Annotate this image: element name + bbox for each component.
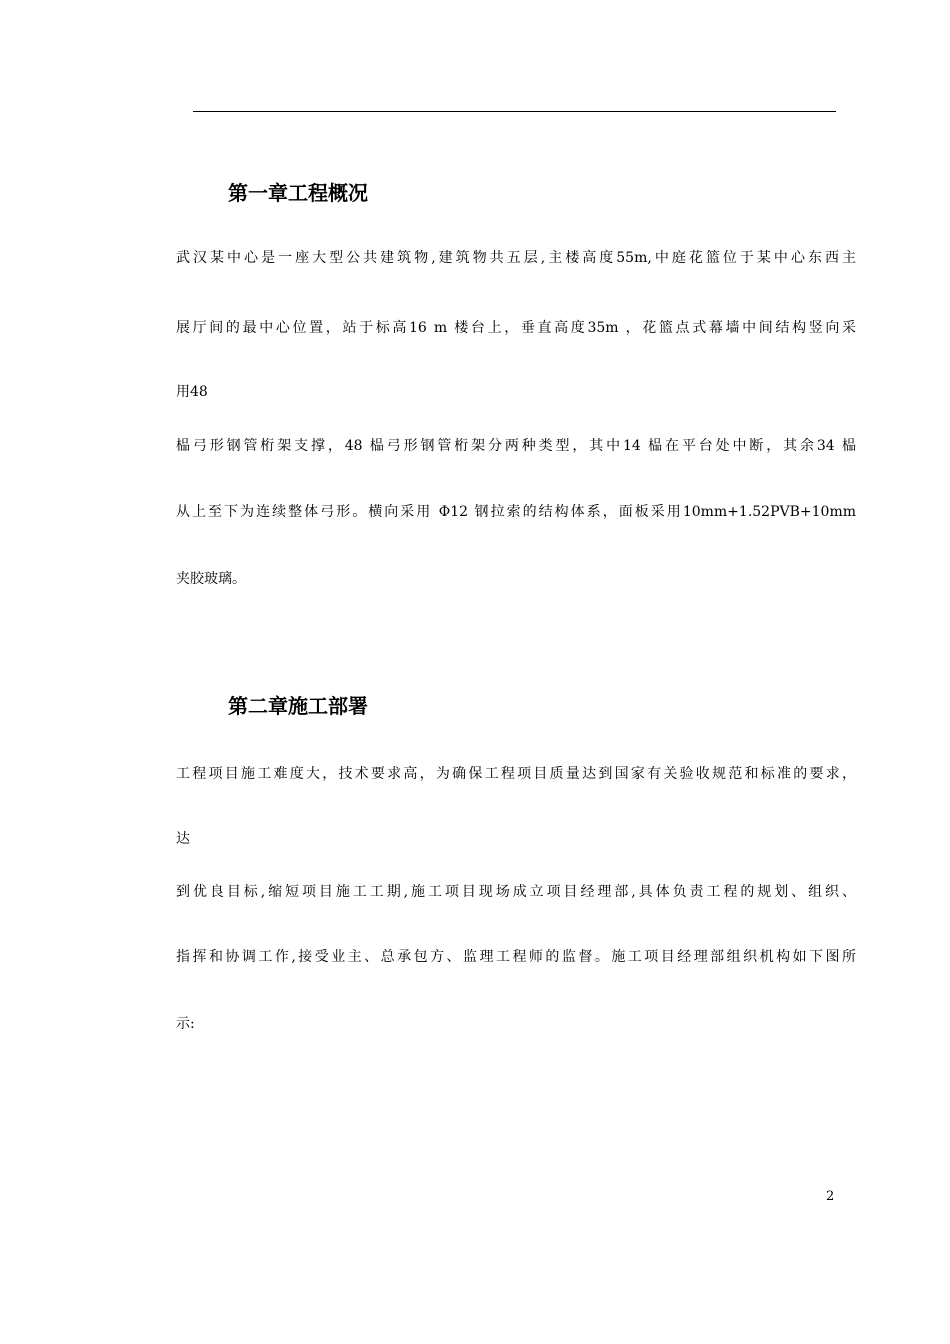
chapter-2-heading: 第二章施工部署 xyxy=(228,694,368,718)
chapter-1-heading: 第一章工程概况 xyxy=(228,181,368,205)
chapter-1-paragraph-line: 用48 xyxy=(176,384,208,400)
chapter-2-paragraph-line: 工程项目施工难度大，技术要求高，为确保工程项目质量达到国家有关验收规范和标准的要求， xyxy=(176,766,856,782)
chapter-1-paragraph-line: 榀弓形钢管桁架支撑，48 榀弓形钢管桁架分两种类型，其中14 榀在平台处中断，其余34 榀 xyxy=(176,438,856,454)
chapter-2-paragraph-line: 指挥和协调工作,接受业主、总承包方、监理工程师的监督。施工项目经理部组织机构如下图所 xyxy=(176,949,856,965)
chapter-2-paragraph-line: 示: xyxy=(176,1016,195,1032)
page-number: 2 xyxy=(826,1189,835,1204)
chapter-1-paragraph-line: 武汉某中心是一座大型公共建筑物,建筑物共五层,主楼高度55m,中庭花篮位于某中心东西主 xyxy=(176,250,856,266)
chapter-1-paragraph-line: 夹胶玻璃。 xyxy=(176,571,246,587)
chapter-2-paragraph-line: 达 xyxy=(176,831,190,847)
chapter-1-paragraph-line: 展厅间的最中心位置，站于标高16 m 楼台上，垂直高度35m ，花篮点式幕墙中间结构竖向采 xyxy=(176,320,856,336)
header-rule xyxy=(193,111,836,112)
chapter-1-paragraph-line: 从上至下为连续整体弓形。横向采用 Φ12 钢拉索的结构体系，面板采用10mm+1.52PVB+10mm xyxy=(176,504,856,520)
chapter-2-paragraph-line: 到优良目标,缩短项目施工工期,施工项目现场成立项目经理部,具体负责工程的规划、组织、 xyxy=(176,884,856,900)
